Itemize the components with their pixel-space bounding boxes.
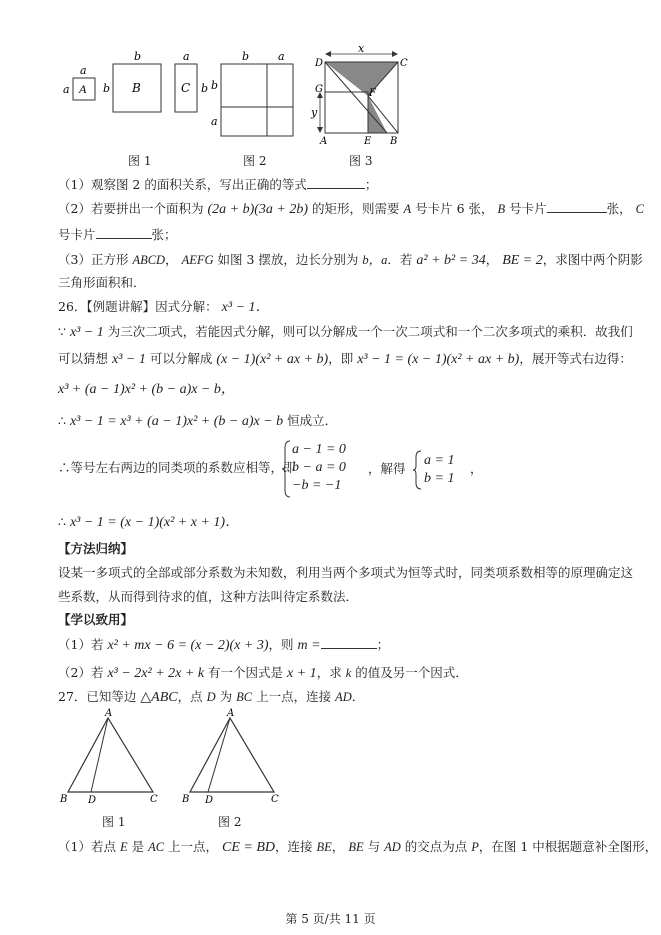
fig2-label-b-top: b	[242, 50, 250, 63]
caption-fig2: 图 2	[243, 154, 267, 168]
label-b-left-B: b	[103, 82, 111, 95]
figure-q27	[58, 708, 288, 808]
method-line2: 些系数，从而得到待求的值，这种方法叫待定系数法．	[58, 589, 359, 604]
apply-part2: （2）若 x³ − 2x² + 2x + k 有一个因式是 x + 1，求 k 的值及另一个因式．	[58, 665, 468, 681]
system-equation-1: a − 1 = 0 b − a = 0 −b = −1	[292, 442, 346, 493]
fig2-outer	[221, 64, 293, 136]
q26-line6: ∴ x³ − 1 = (x − 1)(x² + x + 1)．	[58, 514, 240, 530]
label-b-right-C: b	[201, 82, 209, 95]
fig3-label-E: E	[364, 136, 372, 147]
q26-line4: ∴ x³ − 1 = x³ + (a − 1)x² + (b − a)x − b 恒成立．	[58, 413, 338, 429]
figure-top-cards	[55, 44, 415, 166]
t1-label-C: C	[150, 794, 158, 805]
q26-line1: ∵ x³ − 1 为三次二项式，若能因式分解，则可以分解成一个一次二项式和一个二次多项式的乘积．故我们	[58, 324, 633, 340]
caption-fig1: 图 1	[128, 154, 152, 168]
card-C-label: C	[181, 81, 191, 95]
caption-q27-fig1: 图 1	[102, 815, 126, 829]
label-a-top-C: a	[183, 50, 190, 63]
label-b-top-B: b	[134, 50, 142, 63]
apply-part1: （1）若 x² + mx − 6 = (x − 2)(x + 3)，则 m = ；	[58, 637, 390, 653]
fig2-label-a-left: a	[211, 115, 218, 128]
answer-blank-3[interactable]	[96, 226, 152, 239]
q26-line5: ∴等号左右两边的同类项的系数应相等，即	[58, 460, 296, 475]
caption-q27-fig2: 图 2	[218, 815, 242, 829]
fig3-label-D: D	[315, 58, 324, 69]
fig3-shade-top	[325, 62, 398, 96]
fig3-label-A: A	[320, 136, 328, 147]
page-footer: 第 5 页/共 11 页	[285, 912, 376, 926]
q25-part2-line2: 号卡片 张；	[58, 227, 177, 242]
card-B-label: B	[132, 81, 141, 95]
q26-line3: x³ + (a − 1)x² + (b − a)x − b，	[58, 382, 235, 397]
heading-method: 【方法归纳】	[58, 541, 134, 556]
brace-2	[413, 450, 423, 490]
triangle-2	[190, 718, 274, 792]
fig3-label-B: B	[390, 136, 398, 147]
fig3	[310, 44, 408, 147]
document-page: A a a B b b C a b b a b a x y D C G F A E B 图 1 图 2 图 3 （1）观察图 2 的面积关系，写出正确的等式 ； （2）若要拼出一个面积为 (2a + b)(3a + 2b) 的矩形，则需要 A 号卡片 6 张， B 号卡片 张， C 号卡片 张； （3）正方形 ABCD， AEFG 如图 3 摆放，边长分别为 b，a．若 a² + b² = 34， BE = 2，求图中两个阴影 三角形面积和． 26．【例题讲解】因式分解： x³ − 1． ∵ x³ − 1 为三次二项式，若能因式分解，则可以分解成一个一次二项式和一个二次多项式的乘积．故我们 可以猜想 x³ − 1 可以分解成 (x − 1)(x² + ax + b)，即 x³ − 1 = (x − 1)(x² + ax + b)，展开等式右边得： x³ + (a − 1)x² + (b − a)x − b， ∴ x³ − 1 = x³ + (a − 1)x² + (b − a)x − b 恒成立． ∴等号左右两边的同类项的系数应相等，即 a − 1 = 0 b − a = 0 −b = −1 ，解得 a = 1 b = 1 ， ∴ x³ − 1 = (x − 1)(x² + x + 1)． 【方法归纳】 设某一多项式的全部或部分系数为未知数，利用当两个多项式为恒等式时，同类项系数相等的原理确定这 些系数，从而得到待求的值，这种方法叫待定系数法． 【学以致用】 （1）若 x² + mx − 6 = (x − 2)(x + 3)，则 m = ； （2）若 x³ − 2x² + 2x + k 有一个因式是 x + 1，求 k 的值及另一个因式． 27．已知等边 △ABC，点 D 为 BC 上一点，连接 AD． A B D C A B D C 图 1 图 2 （1）若点 E 是 AC 上一点， CE = BD，连接 BE， BE 与 AD 的交点为点 P，在图 1 中根据题意补全图形， 第 5 页/共 11 页	[0, 0, 661, 935]
t1-label-A: A	[105, 708, 113, 719]
t1-label-D: D	[88, 795, 97, 806]
t2-label-C: C	[271, 794, 279, 805]
q25-part1: （1）观察图 2 的面积关系，写出正确的等式 ；	[58, 177, 378, 192]
label-a-left-A: a	[63, 83, 70, 96]
heading-apply: 【学以致用】	[58, 612, 134, 627]
t2-label-A: A	[227, 708, 235, 719]
t2-label-B: B	[182, 794, 190, 805]
q25-part3: （3）正方形 ABCD， AEFG 如图 3 摆放，边长分别为 b，a．若 a² + b² = 34， BE = 2，求图中两个阴影	[58, 252, 643, 268]
label-a-top-A: a	[80, 64, 87, 77]
t1-label-B: B	[60, 794, 68, 805]
q27-title: 27．已知等边 △ABC，点 D 为 BC 上一点，连接 AD．	[58, 689, 365, 705]
brace-1	[282, 440, 292, 498]
answer-blank-2[interactable]	[547, 200, 607, 213]
fig3-label-G: G	[315, 84, 323, 95]
q25-part3-line2: 三角形面积和．	[58, 275, 146, 290]
q25-part2: （2）若要拼出一个面积为 (2a + b)(3a + 2b) 的矩形，则需要 A 号卡片 6 张， B 号卡片 张， C	[58, 201, 644, 217]
fig2-label-b-left: b	[211, 79, 219, 92]
card-A-label: A	[79, 82, 87, 96]
t2-label-D: D	[205, 795, 214, 806]
fig3-label-x: x	[358, 44, 365, 55]
fig3-label-y: y	[311, 106, 318, 119]
q27-part1: （1）若点 E 是 AC 上一点， CE = BD，连接 BE， BE 与 AD 的交点为点 P，在图 1 中根据题意补全图形，	[58, 839, 658, 855]
q26-line2: 可以猜想 x³ − 1 可以分解成 (x − 1)(x² + ax + b)，即 x³ − 1 = (x − 1)(x² + ax + b)，展开等式右边得：	[58, 351, 632, 367]
segment-AD-1	[91, 718, 108, 792]
answer-blank-m[interactable]	[321, 636, 377, 649]
fig2-label-a-top: a	[278, 50, 285, 63]
segment-AD-2	[208, 718, 230, 792]
q26-title: 26．【例题讲解】因式分解： x³ − 1．	[58, 299, 270, 315]
method-line1: 设某一多项式的全部或部分系数为未知数，利用当两个多项式为恒等式时，同类项系数相等的原理确定这	[58, 565, 634, 580]
fig3-label-C: C	[400, 58, 408, 69]
answer-blank-1[interactable]	[307, 176, 365, 189]
triangle-1	[68, 718, 153, 792]
fig3-label-F: F	[369, 88, 376, 99]
caption-fig3: 图 3	[349, 154, 373, 168]
system-equation-2: a = 1 b = 1	[424, 453, 455, 486]
